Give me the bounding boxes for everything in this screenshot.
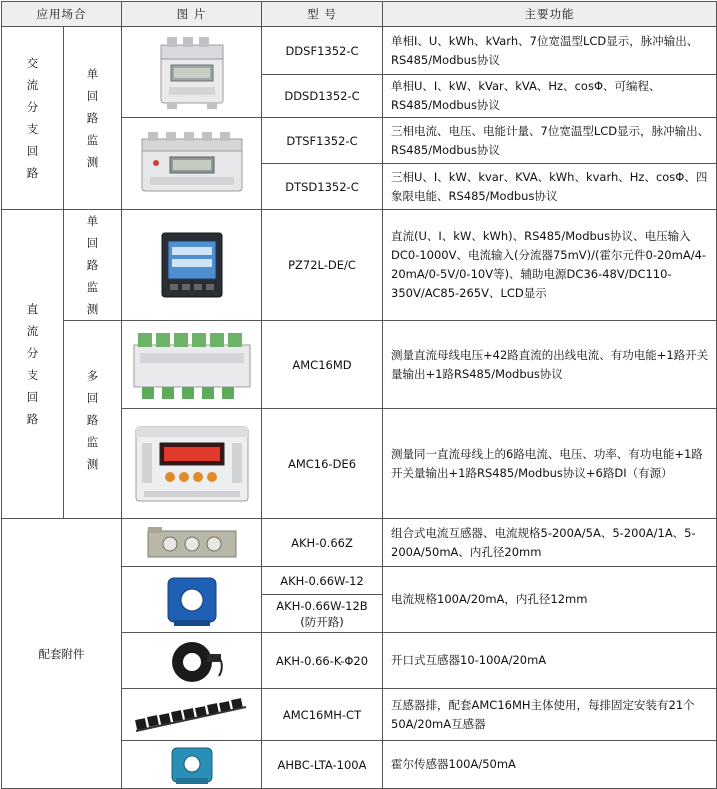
product-image-blue-ct — [122, 567, 262, 633]
function-cell: 测量直流母线电压+42路直流的出线电流、有功电能+1路开关量输出+1路RS485/Modbus协议 — [383, 321, 717, 409]
multi-module-meter-icon — [128, 325, 256, 405]
product-image-multi-module-meter — [122, 321, 262, 409]
function-cell: 直流(U、I、kW、kWh)、RS485/Modbus协议、电压输入DC0-1000V、电流输入(分流器75mV)/(霍尔元件0-20mA/4-20mA/0-5V/0-10V等)、辅助电源DC36-48V/DC110-350V/AC85-265V、LCD显示 — [383, 210, 717, 321]
function-cell: 三相电流、电压、电能计量、7位宽温型LCD显示，脉冲输出、RS485/Modbus协议 — [383, 118, 717, 164]
model-cell: AMC16MH-CT — [262, 689, 383, 741]
model-cell: AKH-0.66Z — [262, 519, 383, 567]
group-dc: 直流分支回路 — [2, 210, 64, 519]
model-cell: DTSF1352-C — [262, 118, 383, 164]
group-dc-multi: 多回路监测 — [64, 321, 122, 519]
hall-sensor-icon — [162, 744, 222, 786]
three-phase-meter-icon — [136, 129, 248, 199]
header-application: 应用场合 — [2, 2, 122, 27]
blue-ct-icon — [152, 570, 232, 630]
panel-meter-icon — [152, 229, 232, 301]
product-image-three-phase-meter — [122, 118, 262, 210]
model-cell: AKH-0.66W-12 — [262, 567, 383, 595]
product-table — [1, 1, 717, 789]
function-cell: 电流规格100A/20mA，内孔径12mm — [383, 567, 717, 633]
table-row — [2, 519, 717, 567]
group-dc-single: 单回路监测 — [64, 210, 122, 321]
header-function: 主要功能 — [383, 2, 717, 27]
product-image-split-core-ct — [122, 633, 262, 689]
group-accessories: 配套附件 — [2, 519, 122, 789]
model-cell: AMC16-DE6 — [262, 409, 383, 519]
model-cell: DDSD1352-C — [262, 75, 383, 118]
function-cell: 单相U、I、kW、kVar、kVA、Hz、cosΦ、可编程、RS485/Modbus协议 — [383, 75, 717, 118]
product-image-single-phase-meter — [122, 27, 262, 118]
model-cell — [262, 595, 383, 633]
ct-strip-icon — [130, 693, 254, 737]
model-cell: PZ72L-DE/C — [262, 210, 383, 321]
function-cell: 开口式互感器10-100A/20mA — [383, 633, 717, 689]
function-cell: 霍尔传感器100A/50mA — [383, 741, 717, 789]
header-row — [2, 2, 717, 27]
model-line: (防开路) — [300, 614, 344, 629]
function-cell: 互感器排，配套AMC16MH主体使用，每排固定安装有21个50A/20mA互感器 — [383, 689, 717, 741]
table-row — [2, 27, 717, 75]
model-line: AKH-0.66W-12B — [276, 598, 368, 613]
split-core-ct-icon — [157, 636, 227, 686]
function-cell: 组合式电流互感器、电流规格5-200A/5A、5-200A/1A、5-200A/50mA、内孔径20mm — [383, 519, 717, 567]
product-image-panel-meter — [122, 210, 262, 321]
table-row — [2, 321, 717, 409]
group-ac-single: 单回路监测 — [64, 27, 122, 210]
function-cell: 单相I、U、kWh、kVarh、7位宽温型LCD显示，脉冲输出、RS485/Modbus协议 — [383, 27, 717, 75]
function-cell: 三相U、I、kW、kvar、KVA、kWh、kvarh、Hz、cosΦ、四象限电能、RS485/Modbus协议 — [383, 164, 717, 210]
header-model: 型 号 — [262, 2, 383, 27]
product-image-led-meter — [122, 409, 262, 519]
model-cell: AMC16MD — [262, 321, 383, 409]
product-image-hall-sensor — [122, 741, 262, 789]
product-image-combined-ct — [122, 519, 262, 567]
product-image-ct-strip — [122, 689, 262, 741]
table-row — [2, 210, 717, 321]
model-cell: DTSD1352-C — [262, 164, 383, 210]
function-cell: 测量同一直流母线上的6路电流、电压、功率、有功电能+1路开关量输出+1路RS485/Modbus协议+6路DI（有源） — [383, 409, 717, 519]
model-cell: DDSF1352-C — [262, 27, 383, 75]
group-ac: 交流分支回路 — [2, 27, 64, 210]
combined-ct-icon — [142, 523, 242, 563]
model-cell: AHBC-LTA-100A — [262, 741, 383, 789]
single-phase-meter-icon — [147, 33, 237, 111]
led-meter-icon — [130, 419, 254, 509]
model-cell: AKH-0.66-K-Φ20 — [262, 633, 383, 689]
header-image: 图 片 — [122, 2, 262, 27]
